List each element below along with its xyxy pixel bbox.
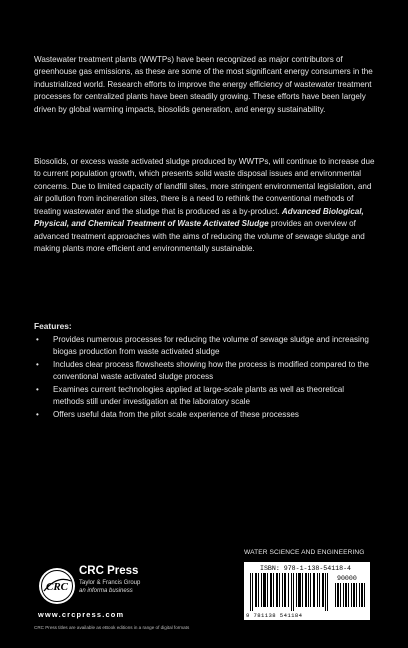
price-code: 90000 [337, 575, 357, 582]
publisher-business: an informa business [79, 588, 133, 594]
feature-text: Includes clear process flowsheets showing how the process is modified compared to the conventional waste activated sludge process [53, 359, 369, 382]
bullet-icon: • [36, 384, 39, 394]
barcode [244, 562, 370, 620]
paragraph-2-intro: Biosolids, or excess waste activated sludge produced by WWTPs, will continue to increase due to current population growth, which presents solid waste disposal issues and environmental concerns. Due to limited capacity of landfill sites, more stringent environmental legislation, and air pollution from incineration sites, there is a need to rethink the conventional methods of treating wastewater and the sludge that is produced as a by-product. [34, 157, 375, 216]
bullet-icon: • [36, 359, 39, 369]
barcode-digits: 9 781138 541184 [246, 612, 303, 619]
feature-text: Offers useful data from the pilot scale experience of these processes [53, 409, 299, 419]
barcode-bars [244, 562, 370, 614]
feature-text: Examines current technologies applied at large-scale plants as well as theoretical methods still under investigation at the laboratory scale [53, 384, 345, 407]
crc-logo-icon [38, 567, 76, 605]
isbn-number: ISBN: 978-1-138-54118-4 [260, 565, 352, 572]
description-paragraph-2 [34, 156, 376, 256]
publisher-name: CRC Press [79, 565, 139, 577]
bullet-icon: • [36, 409, 39, 419]
logo-text: CRC [45, 581, 69, 593]
description-paragraph-1: Wastewater treatment plants (WWTPs) have been recognized as major contributors of greenhouse gas emissions, as these are some of the most significant energy consumers in the industrialized world. Research efforts to improve the energy efficiency of wastewater treatment processes for centralized plants have been steadily growing. These efforts have been largely driven by global warming impacts, biosolids generation, and energy sustainability. [34, 55, 373, 114]
paragraph-2-outro: provides an overview of advanced treatment approaches with the aims of reducing the volume of sewage sludge and making plants more efficient and environmentally sustainable. [34, 219, 365, 254]
series-name: WATER SCIENCE AND ENGINEERING [244, 549, 365, 556]
feature-item [34, 409, 376, 421]
features-heading: Features: [34, 321, 72, 331]
features-list [34, 334, 376, 421]
feature-item [34, 334, 376, 359]
feature-item [34, 359, 376, 384]
publisher-group: Taylor & Francis Group [79, 580, 141, 586]
feature-text: Provides numerous processes for reducing the volume of sewage sludge and increasing biogas production from waste activated sludge [53, 335, 369, 357]
ebook-note: CRC Press titles are available as eBook editions in a range of digital formats [34, 625, 190, 630]
bullet-icon: • [36, 335, 39, 344]
book-title: Advanced Biological, Physical, and Chemical Treatment of Waste Activated Sludge [34, 206, 364, 229]
feature-item [34, 384, 376, 409]
publisher-url[interactable]: www.crcpress.com [38, 610, 125, 619]
